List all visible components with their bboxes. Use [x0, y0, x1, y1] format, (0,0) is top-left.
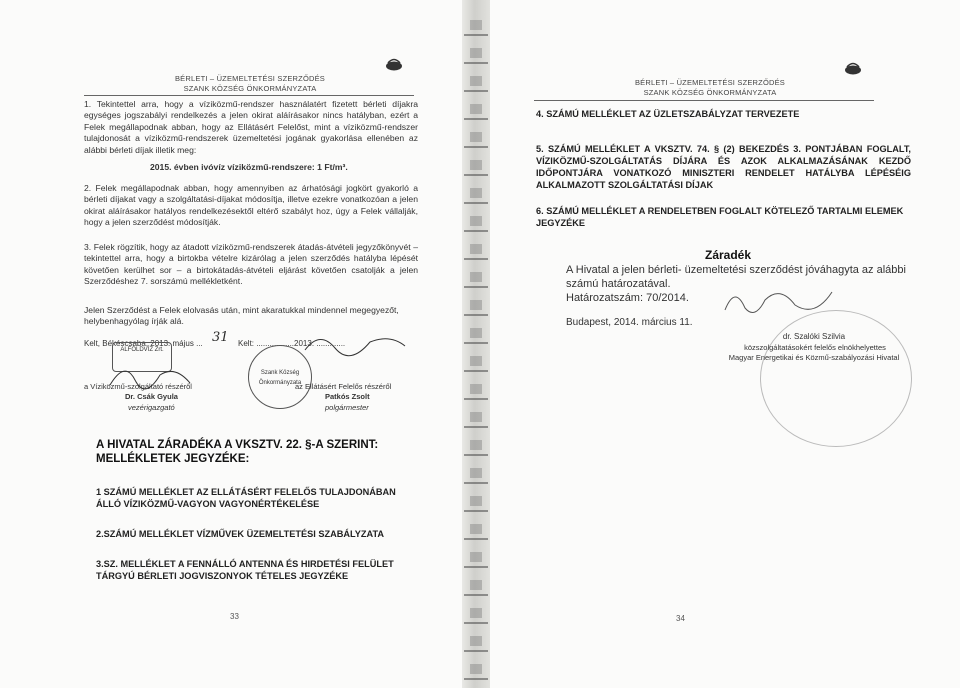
sign-name-right: Patkós Zsolt — [325, 392, 370, 401]
annex-6: 6. SZÁMÚ MELLÉKLET A RENDELETBEN FOGLALT KÖTELEZŐ TARTALMI ELEMEK JEGYZÉKE — [536, 206, 904, 228]
header-subtitle: SZANK KÖZSÉG ÖNKORMÁNYZATA — [643, 88, 777, 97]
right-page — [490, 0, 960, 688]
sign-title-left: vezérigazgató — [128, 403, 175, 412]
header-rule — [84, 95, 414, 96]
date-line: Budapest, 2014. március 11. — [566, 317, 693, 328]
sign-role-right: az Ellátásért Felelős részéről — [295, 382, 392, 391]
stamp-right-text: Szank Község Önkormányzata — [258, 370, 302, 386]
header-title: BÉRLETI – ÜZEMELTETÉSI SZERZŐDÉS — [174, 74, 326, 83]
page-number-left: 33 — [230, 612, 239, 621]
header-title: BÉRLETI – ÜZEMELTETÉSI SZERZŐDÉS — [634, 78, 786, 87]
official-title-1: közszolgáltatásokért felelős elnökhelyettes — [744, 343, 886, 352]
resolution-number: Határozatszám: 70/2014. — [566, 292, 689, 304]
paragraph-3: 3. Felek rögzítik, hogy az átadott víziközmű-rendszerek átadás-átvételi jegyzőkönyvét – tekintettel arra, hogy a birtokba vételre kizárólag a jelen szerződés hatályba lépését követően kerülhet sor – a birtokátadás-átvételi eljárást követően csatolják a jelen Szerződéshez 7. sorszámú mellékletként. — [84, 242, 418, 287]
official-name: dr. Szalóki Szilvia — [782, 332, 846, 341]
logo-icon — [385, 56, 403, 72]
annex-1: 1 SZÁMÚ MELLÉKLET AZ ELLÁTÁSÉRT FELELŐS TULAJDONÁBAN ÁLLÓ VÍZIKÖZMŰ-VAGYON VAGYONÉRTÉKELÉSE — [96, 487, 396, 509]
left-page — [0, 0, 462, 688]
page-number-right: 34 — [676, 614, 685, 623]
annex-5: 5. SZÁMÚ MELLÉKLET A VKSZTV. 74. § (2) BEKEZDÉS 3. PONTJÁBAN FOGLALT, VÍZIKÖZMŰ-SZOLGÁLTATÁS DÍJÁRA ÉS AZOK ALKALMAZÁSÁNAK KEZDŐ IDŐPONTJÁRA VONATKOZÓ MINISZTERI RENDELET HATÁLYBA LÉPÉSÉIG ALKALMAZOTT SZOLGÁLTATÁSI DÍJAK — [536, 144, 911, 190]
zaradek-heading: A HIVATAL ZÁRADÉKA A VKSZTV. 22. §-A SZERINT: MELLÉKLETEK JEGYZÉKE: — [96, 439, 379, 465]
annex-4: 4. SZÁMÚ MELLÉKLET AZ ÜZLETSZABÁLYZAT TERVEZETE — [536, 109, 800, 119]
zaradek-title: Záradék — [705, 248, 752, 262]
header-subtitle: SZANK KÖZSÉG ÖNKORMÁNYZATA — [183, 84, 317, 93]
signature-right — [300, 330, 410, 360]
sign-title-right: polgármester — [325, 403, 369, 412]
zaradek-text: A Hivatal a jelen bérleti- üzemeltetési szerződést jóváhagyta az alábbi számú határozatával. — [566, 264, 906, 290]
sign-name-left: Dr. Csák Gyula — [125, 392, 178, 401]
sign-place-left: Kelt, Békéscsaba, 2013. május ... — [84, 339, 203, 348]
annex-2: 2.SZÁMÚ MELLÉKLET VÍZMŰVEK ÜZEMELTETÉSI SZABÁLYZATA — [96, 529, 385, 539]
sign-role-left: a Víziközmű-szolgáltató részéről — [84, 382, 192, 391]
official-seal — [760, 310, 912, 447]
stamp-left-text: ALFÖLDVÍZ Zrt. — [120, 347, 164, 353]
annex-3: 3.SZ. MELLÉKLET A FENNÁLLÓ ANTENNA ÉS HIRDETÉSI FELÜLET TÁRGYÚ BÉRLETI JOGVISZONYOK TÉTELES JEGYZÉKE — [96, 559, 394, 581]
header-rule — [534, 100, 874, 101]
sign-place-right: Kelt: .................2013. ............. — [238, 339, 346, 348]
binding-hooks — [470, 20, 482, 680]
paragraph-4: Jelen Szerződést a Felek elolvasás után, mint akaratukkal mindennel megegyezőt, helybenhagyólag írják alá. — [84, 305, 399, 327]
formula-line: 2015. évben ivóvíz víziközmű-rendszere: 1 Ft/m³. — [150, 162, 348, 172]
paragraph-2: 2. Felek megállapodnak abban, hogy amennyiben az árhatósági jogkört gyakorló a bérleti díjakat vagy a szolgáltatási-díjakat módosítja, illetve ezekre vonatkozóan a jelen okirat aláírásakor hatályos rendelkezésektől eltérő szabályt hoz, úgy a Felek vállalják, hogy a jelen szerződést módosítják. — [84, 183, 418, 228]
logo-icon — [844, 60, 862, 76]
official-title-2: Magyar Energetikai és Közmű-szabályozási Hivatal — [728, 353, 900, 362]
paragraph-1: 1. Tekintettel arra, hogy a víziközmű-rendszer használatért fizetett bérleti díjakra egységes jogszabályi rendelkezés a jelen okirat aláírásakor nincs hatályban, ezért a Felek megállapodnak abban, hogy az Ellátásért Felelőst, mint a víziközmű-rendszer tulajdonosát a víziközmű-rendszerek üzemeltetési jogának gyakorlása ellenében az alábbi bérleti díjak illetik meg: — [84, 99, 418, 155]
handwritten-date: 31 — [212, 330, 229, 345]
